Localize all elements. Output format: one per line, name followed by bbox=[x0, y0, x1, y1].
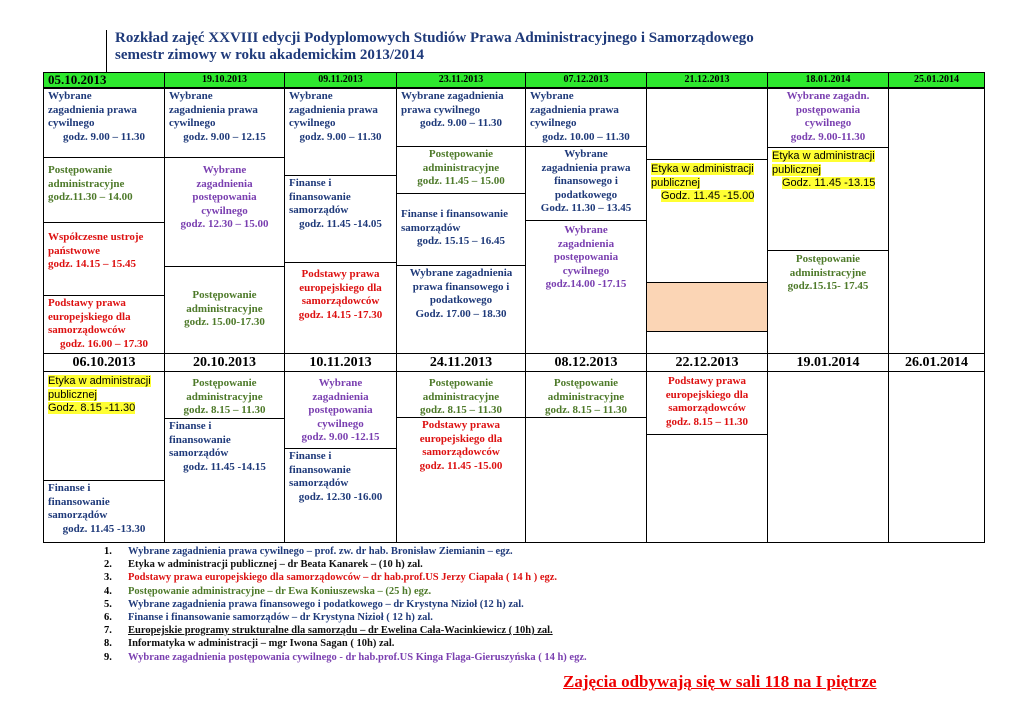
sat-c7-civil-procedure: Wybrane zagadn. postępowania cywilnego godz. 9.00-11.30 bbox=[767, 88, 889, 148]
sun-c6-eu-law: Podstawy prawa europejskiego dla samorządowców godz. 8.15 – 11.30 bbox=[646, 371, 768, 435]
sat-c2-civil-procedure: Wybrane zagadnienia postępowania cywilnego godz. 12.30 – 15.00 bbox=[164, 157, 285, 267]
sun-c2-admin-procedure: Postępowanie administracyjne godz. 8.15 – 11.30 bbox=[164, 371, 285, 419]
sat-c6-empty-peach bbox=[646, 282, 768, 332]
sat-c3-eu-law: Podstawy prawa europejskiego dla samorządowców godz. 14.15 -17.30 bbox=[284, 262, 397, 354]
title-line-1: Rozkład zajęć XXVIII edycji Podyplomowych Studiów Prawa Administracyjnego i Samorządowego bbox=[115, 30, 754, 46]
sun-c5-empty bbox=[525, 417, 647, 543]
sat-c1-admin-procedure: Postępowanie administracyjne godz.11.30 – 14.00 bbox=[43, 157, 165, 223]
legend-item-2: 2. Etyka w administracji publicznej – dr Beata Kanarek – (10 h) zal. bbox=[104, 559, 423, 571]
saturday-date-7: 18.01.2014 bbox=[767, 72, 889, 88]
sun-c3-civil-procedure: Wybrane zagadnienia postępowania cywilnego godz. 9.00 -12.15 bbox=[284, 371, 397, 449]
saturday-date-1: 05.10.2013 bbox=[43, 72, 165, 88]
legend-item-1: 1. Wybrane zagadnienia prawa cywilnego – prof. zw. dr hab. Bronisław Ziemianin – egz. bbox=[104, 546, 513, 557]
sat-c3-civil-law: Wybrane zagadnienia prawa cywilnego godz. 9.00 – 11.30 bbox=[284, 88, 397, 176]
legend-item-3: 3. Podstawy prawa europejskiego dla samorządowców – dr hab.prof.US Jerzy Ciapała ( 14 h ) egz. bbox=[104, 572, 558, 584]
sunday-date-8: 26.01.2014 bbox=[888, 353, 985, 372]
sat-c6-empty-2 bbox=[646, 331, 768, 354]
sat-c1-eu-law: Podstawy prawa europejskiego dla samorządowców godz. 16.00 – 17.30 bbox=[43, 295, 165, 354]
sat-c5-civil-procedure: Wybrane zagadnienia postępowania cywilnego godz.14.00 -17.15 bbox=[525, 220, 647, 354]
legend-item-5: 5. Wybrane zagadnienia prawa finansowego i podatkowego – dr Krystyna Nizioł (12 h) zal. bbox=[104, 598, 524, 610]
sunday-date-6: 22.12.2013 bbox=[646, 353, 768, 372]
sat-c4-admin-procedure: Postępowanie administracyjne godz. 11.45 – 15.00 bbox=[396, 146, 526, 194]
sat-c2-civil-law: Wybrane zagadnienia prawa cywilnego godz. 9.00 – 12.15 bbox=[164, 88, 285, 158]
sunday-date-4: 24.11.2013 bbox=[396, 353, 526, 372]
sat-c3-finance: Finanse i finansowanie samorządów godz. 11.45 -14.05 bbox=[284, 175, 397, 263]
sun-c1-ethics: Etyka w administracji publicznej Godz. 8.15 -11.30 bbox=[43, 371, 165, 481]
sunday-date-3: 10.11.2013 bbox=[284, 353, 397, 372]
title-line-2: semestr zimowy w roku akademickim 2013/2014 bbox=[115, 47, 425, 63]
saturday-date-8: 25.01.2014 bbox=[888, 72, 985, 88]
sun-c5-admin-procedure: Postępowanie administracyjne godz. 8.15 – 11.30 bbox=[525, 371, 647, 418]
sun-c1-finance: Finanse i finansowanie samorządów godz. 11.45 -13.30 bbox=[43, 480, 165, 543]
lecturer-legend bbox=[104, 545, 804, 664]
sun-c2-finance: Finanse i finansowanie samorządów godz. 11.45 -14.15 bbox=[164, 418, 285, 543]
saturday-date-4: 23.11.2013 bbox=[396, 72, 526, 88]
sat-c1-civil-law: Wybrane zagadnienia prawa cywilnego godz. 9.00 – 11.30 bbox=[43, 88, 165, 158]
sat-c4-tax-law: Wybrane zagadnienia prawa finansowego i podatkowego Godz. 17.00 – 18.30 bbox=[396, 265, 526, 354]
sat-c4-finance: Finanse i finansowanie samorządów godz. 15.15 – 16.45 bbox=[396, 193, 526, 266]
sat-c8-empty bbox=[888, 88, 985, 354]
sat-c1-political-systems: Współczesne ustroje państwowe godz. 14.15 – 15.45 bbox=[43, 222, 165, 296]
sunday-date-2: 20.10.2013 bbox=[164, 353, 285, 372]
sat-c6-empty-1 bbox=[646, 88, 768, 160]
sunday-date-1: 06.10.2013 bbox=[43, 353, 165, 372]
sun-c3-finance: Finanse i finansowanie samorządów godz. 12.30 -16.00 bbox=[284, 448, 397, 543]
legend-item-6: 6. Finanse i finansowanie samorządów – dr Krystyna Nizioł ( 12 h) zal. bbox=[104, 612, 433, 624]
sat-c2-admin-procedure: Postępowanie administracyjne godz. 15.00-17.30 bbox=[164, 266, 285, 354]
sat-c7-admin-procedure: Postępowanie administracyjne godz.15.15- 17.45 bbox=[767, 250, 889, 354]
sat-c5-tax-law: Wybrane zagadnienia prawa finansowego i podatkowego Godz. 11.30 – 13.45 bbox=[525, 146, 647, 221]
sun-c4-admin-procedure: Postępowanie administracyjne godz. 8.15 – 11.30 bbox=[396, 371, 526, 418]
sun-c7-empty bbox=[767, 371, 889, 543]
sat-c7-ethics: Etyka w administracji publicznej Godz. 11.45 -13.15 bbox=[767, 147, 889, 251]
saturday-date-6: 21.12.2013 bbox=[646, 72, 768, 88]
sun-c8-empty bbox=[888, 371, 985, 543]
sun-c4-eu-law: Podstawy prawa europejskiego dla samorządowców godz. 11.45 -15.00 bbox=[396, 417, 526, 543]
saturday-date-3: 09.11.2013 bbox=[284, 72, 397, 88]
legend-item-4: 4. Postępowanie administracyjne – dr Ewa Koniuszewska – (25 h) egz. bbox=[104, 585, 432, 597]
saturday-date-2: 19.10.2013 bbox=[164, 72, 285, 88]
sun-c6-empty bbox=[646, 434, 768, 543]
sat-c5-civil-law: Wybrane zagadnienia prawa cywilnego godz. 10.00 – 11.30 bbox=[525, 88, 647, 147]
room-info: Zajęcia odbywają się w sali 118 na I piętrze bbox=[563, 672, 877, 691]
legend-item-8: 8. Informatyka w administracji – mgr Iwona Sagan ( 10h) zal. bbox=[104, 638, 395, 650]
saturday-date-5: 07.12.2013 bbox=[525, 72, 647, 88]
legend-item-7: 7. Europejskie programy strukturalne dla samorządu – dr Ewelina Cała-Wacinkiewicz ( 10h) zal. bbox=[104, 625, 553, 637]
sunday-date-7: 19.01.2014 bbox=[767, 353, 889, 372]
sat-c4-civil-law: Wybrane zagadnienia prawa cywilnego godz. 9.00 – 11.30 bbox=[396, 88, 526, 147]
sat-c6-ethics: Etyka w administracji publicznej Godz. 11.45 -15.00 bbox=[646, 159, 768, 283]
legend-item-9: 9. Wybrane zagadnienia postępowania cywilnego - dr hab.prof.US Kinga Flaga-Gieruszyńska ( 14 h) egz. bbox=[104, 651, 587, 663]
sunday-date-5: 08.12.2013 bbox=[525, 353, 647, 372]
